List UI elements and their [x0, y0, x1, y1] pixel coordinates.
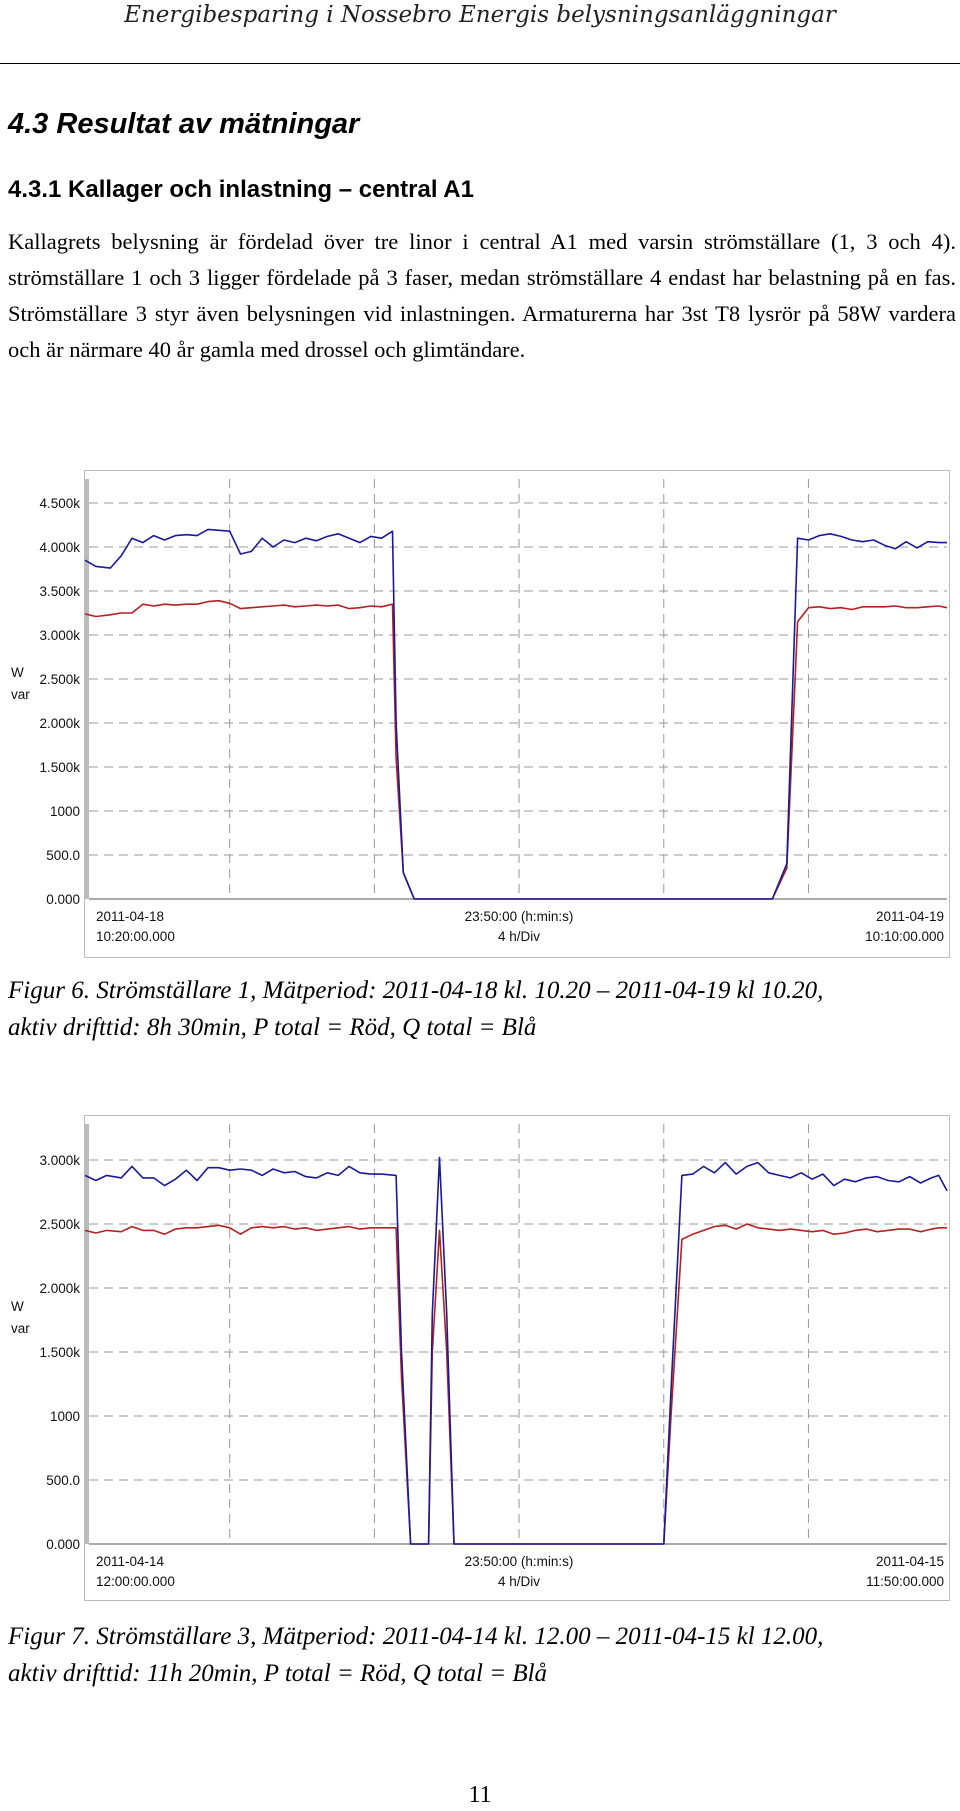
y-tick-label: 4.500k — [39, 496, 80, 511]
body-paragraph: Kallagrets belysning är fördelad över tre linor i central A1 med varsin strömställare (1, 3 och 4). strömställare 1 och 3 ligger fördelade på 3 faser, medan strömställare 4 endast har belastning på en fas. Strömställare 3 styr även belysningen vid inlastningen. Armaturerna har 3st T8 lysrör på 58W vardera och är närmare 40 år gamla med drossel och glimtändare. — [8, 229, 956, 362]
chart-figure-7 — [84, 1115, 950, 1601]
y-tick-label: 0.000 — [46, 1537, 80, 1552]
series-q-total-line — [85, 529, 947, 899]
y-unit-label-var: var — [11, 1321, 30, 1336]
y-unit-label-var: var — [11, 687, 30, 702]
y-tick-label: 500.0 — [46, 848, 80, 863]
series-q-total-line — [85, 1157, 947, 1544]
y-tick-label: 500.0 — [46, 1473, 80, 1488]
x-axis-label-left: 2011-04-14 — [96, 1554, 165, 1569]
chart-left-bar — [85, 479, 89, 899]
running-header-title: Energibesparing i Nossebro Energis belysningsanläggningar — [124, 2, 836, 28]
y-tick-label: 2.000k — [39, 1281, 80, 1296]
y-unit-label-w: W — [11, 1299, 24, 1314]
page-number: 11 — [468, 1782, 492, 1808]
x-axis-label-right: 2011-04-19 — [875, 909, 944, 924]
figure-7-caption-line2: aktiv drifttid: 11h 20min, P total = Röd, Q total = Blå — [8, 1660, 548, 1687]
figure-7-caption-line1: Figur 7. Strömställare 3, Mätperiod: 2011-04-14 kl. 12.00 – 2011-04-15 kl 12.00, — [8, 1623, 824, 1650]
y-tick-label: 2.500k — [39, 672, 80, 687]
y-tick-label: 3.000k — [39, 628, 80, 643]
section-heading: 4.3 Resultat av mätningar — [8, 108, 360, 140]
chart-1-x-axis-labels — [84, 1550, 954, 1600]
y-tick-label: 1000 — [49, 1409, 80, 1424]
figure-6-caption-line2: aktiv drifttid: 8h 30min, P total = Röd, Q total = Blå — [8, 1014, 537, 1041]
figure-6-caption-line1: Figur 6. Strömställare 1, Mätperiod: 2011-04-18 kl. 10.20 – 2011-04-19 kl 10.20, — [8, 977, 824, 1004]
y-tick-label: 0.000 — [46, 892, 80, 907]
chart-figure-6-svg — [85, 471, 949, 957]
y-tick-label: 1000 — [49, 804, 80, 819]
y-unit-label-w: W — [11, 665, 24, 680]
x-axis-label-left: 10:20:00.000 — [96, 929, 175, 944]
running-header — [0, 0, 960, 64]
chart-1-y-axis-labels — [0, 1116, 84, 1616]
x-axis-label-right: 11:50:00.000 — [866, 1574, 944, 1589]
y-tick-label: 3.500k — [39, 584, 80, 599]
chart-figure-6 — [84, 470, 950, 958]
figure-7-caption — [8, 1618, 956, 1692]
chart-0-x-axis-labels — [84, 905, 954, 955]
x-axis-label-left: 12:00:00.000 — [96, 1574, 175, 1589]
x-axis-label-center: 23:50:00 (h:min:s) — [464, 1554, 574, 1569]
y-tick-label: 1.500k — [39, 760, 80, 775]
series-p-total-line — [85, 601, 947, 899]
x-axis-label-center: 4 h/Div — [497, 1574, 541, 1589]
y-tick-label: 2.500k — [39, 1217, 80, 1232]
y-tick-label: 2.000k — [39, 716, 80, 731]
y-tick-label: 1.500k — [39, 1345, 80, 1360]
x-axis-label-center: 4 h/Div — [497, 929, 541, 944]
chart-left-bar — [85, 1124, 89, 1544]
y-tick-label: 4.000k — [39, 540, 80, 555]
x-axis-label-right: 10:10:00.000 — [865, 929, 944, 944]
x-axis-label-right: 2011-04-15 — [875, 1554, 944, 1569]
subsection-heading: 4.3.1 Kallager och inlastning – central A1 — [8, 176, 474, 203]
x-axis-label-left: 2011-04-18 — [96, 909, 165, 924]
chart-0-y-axis-labels — [0, 471, 84, 971]
chart-figure-7-svg — [85, 1116, 949, 1600]
y-tick-label: 3.000k — [39, 1153, 80, 1168]
figure-6-caption — [8, 972, 956, 1046]
series-p-total-line — [85, 1224, 947, 1544]
x-axis-label-center: 23:50:00 (h:min:s) — [464, 909, 574, 924]
